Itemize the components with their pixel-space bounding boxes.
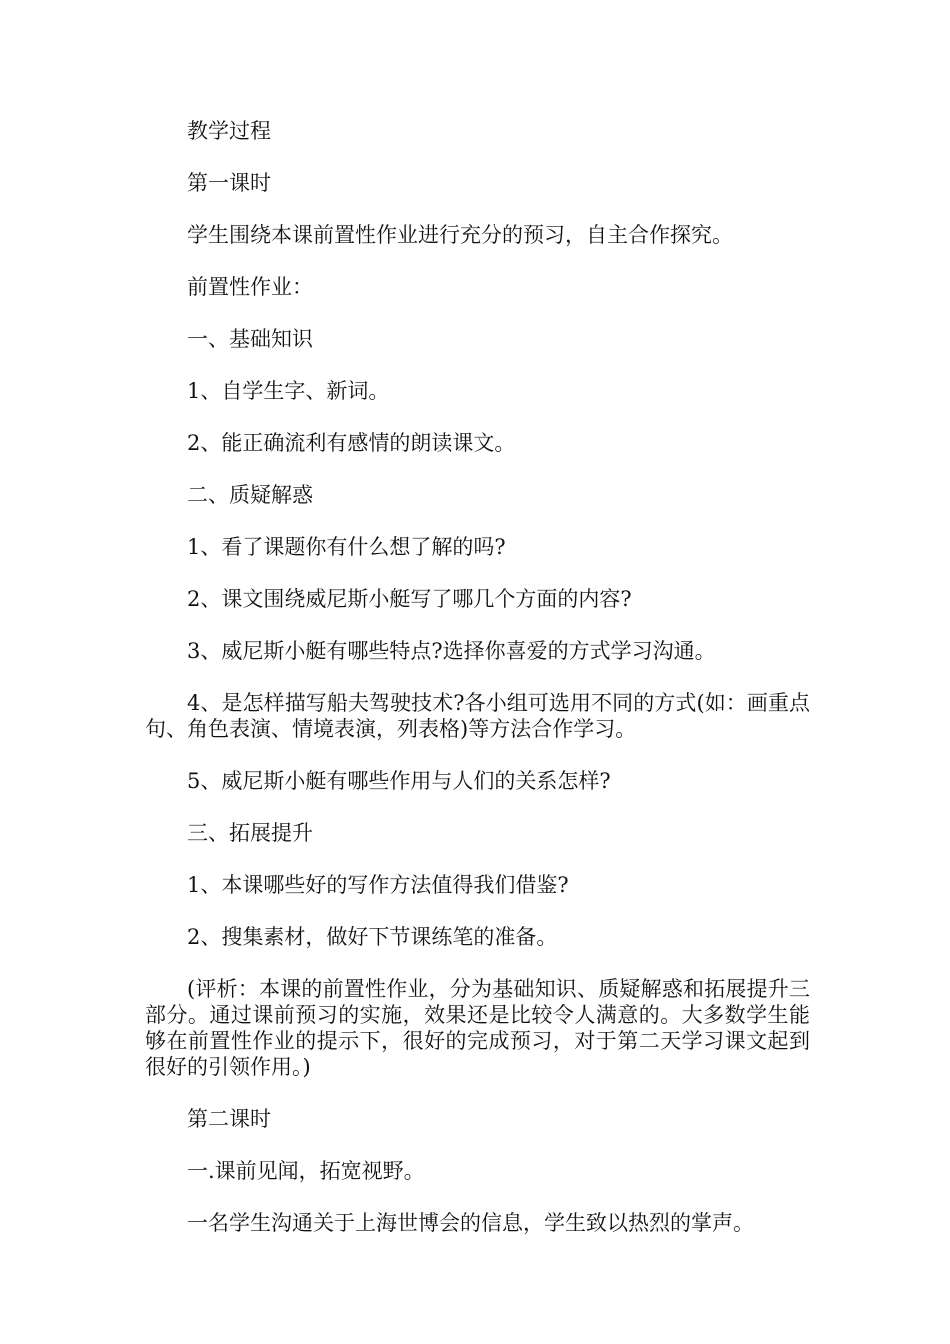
section-questions: 二、质疑解惑: [187, 483, 313, 507]
section-extension: 三、拓展提升: [187, 821, 313, 845]
document-body: [145, 118, 810, 1262]
paragraph-commentary: (评析：本课的前置性作业，分为基础知识、质疑解惑和拓展提升三部分。通过课前预习的实施，效果还是比较令人满意的。大多数学生能够在前置性作业的提示下，很好的完成预习，对于第二天学习课文起到很好的引领作用。): [145, 977, 810, 1079]
section-pre-class-news: 一.课前见闻，拓宽视野。: [187, 1159, 425, 1183]
paragraph-expo-sharing: 一名学生沟通关于上海世博会的信息，学生致以热烈的掌声。: [187, 1211, 754, 1235]
list-item: 1、本课哪些好的写作方法值得我们借鉴?: [187, 873, 569, 897]
list-item: 2、能正确流利有感情的朗读课文。: [187, 431, 516, 455]
list-item: 4、是怎样描写船夫驾驶技术?各小组可选用不同的方式(如：画重点句、角色表演、情境表演，列表格)等方法合作学习。: [145, 691, 810, 741]
list-item: 1、看了课题你有什么想了解的吗?: [187, 535, 506, 559]
paragraph-intro: 学生围绕本课前置性作业进行充分的预习，自主合作探究。: [187, 223, 733, 247]
heading-teaching-process: 教学过程: [187, 119, 271, 143]
section-basic-knowledge: 一、基础知识: [187, 327, 313, 351]
list-item: 3、威尼斯小艇有哪些特点?选择你喜爱的方式学习沟通。: [187, 639, 716, 663]
heading-preview-homework: 前置性作业：: [187, 275, 313, 299]
heading-second-lesson: 第二课时: [187, 1107, 271, 1131]
list-item: 5、威尼斯小艇有哪些作用与人们的关系怎样?: [187, 769, 611, 793]
list-item: 2、课文围绕威尼斯小艇写了哪几个方面的内容?: [187, 587, 632, 611]
heading-first-lesson: 第一课时: [187, 171, 271, 195]
list-item: 1、自学生字、新词。: [187, 379, 390, 403]
list-item: 2、搜集素材，做好下节课练笔的准备。: [187, 925, 558, 949]
